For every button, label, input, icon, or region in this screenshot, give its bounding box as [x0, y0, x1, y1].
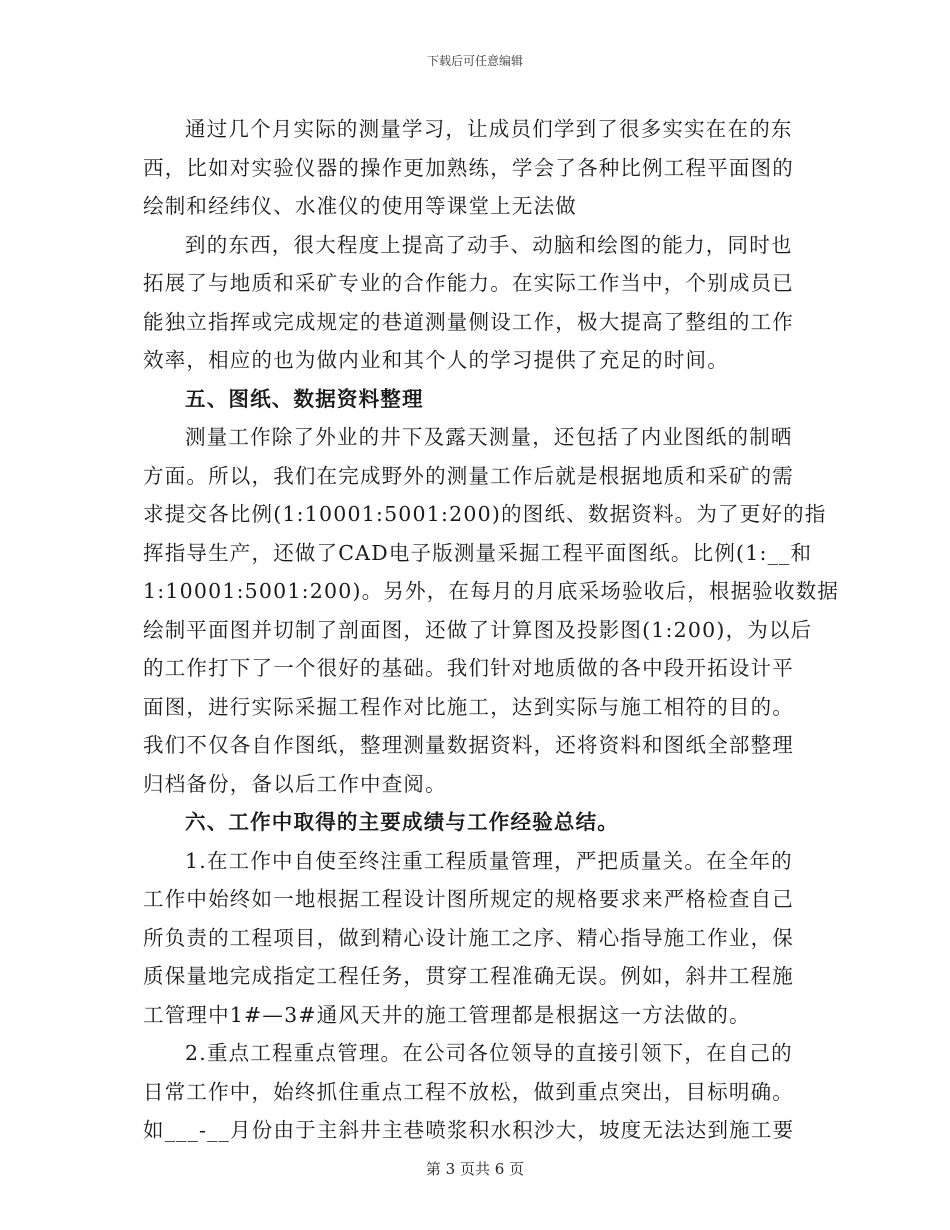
text-line: 我们不仅各自作图纸，整理测量数据资料，还将资料和图纸全部整理: [143, 733, 794, 757]
text-line: 面图，进行实际采掘工程作对比施工，达到实际与施工相符的目的。: [143, 694, 794, 719]
text-line: 日常工作中，始终抓住重点工程不放松，做到重点突出，目标明确。: [143, 1079, 794, 1104]
text-line: 的工作打下了一个很好的基础。我们针对地质做的各中段开拓设计平: [143, 656, 794, 680]
text-line: 1:10001:5001:200)。另外，在每月的月底采场验收后，根据验收数据: [143, 579, 840, 603]
text-line: 方面。所以，我们在完成野外的测量工作后就是根据地质和采矿的需: [143, 463, 794, 488]
text-line: 1.在工作中自使至终注重工程质量管理，严把质量关。在全年的: [185, 848, 793, 873]
text-line: 绘制和经纬仪、水准仪的使用等课堂上无法做: [143, 194, 577, 218]
section-heading: 六、工作中取得的主要成绩与工作经验总结。: [185, 810, 619, 834]
text-line: 效率，相应的也为做内业和其个人的学习提供了充足的时间。: [143, 348, 729, 372]
text-line: 测量工作除了外业的井下及露天测量，还包括了内业图纸的制晒: [185, 425, 793, 449]
text-line: 如___-__月份由于主斜井主巷喷浆积水积沙大，坡度无法达到施工要: [143, 1118, 795, 1142]
section-heading: 五、图纸、数据资料整理: [185, 386, 424, 411]
text-line: 所负责的工程项目，做到精心设计施工之序、精心指导施工作业，保: [143, 925, 794, 950]
text-line: 拓展了与地质和采矿专业的合作能力。在实际工作当中，个别成员已: [143, 271, 794, 295]
text-line: 工作中始终如一地根据工程设计图所规定的规格要求来严格检查自己: [143, 887, 794, 911]
text-line: 求提交各比例(1:10001:5001:200)的图纸、数据资料。为了更好的指: [143, 502, 827, 526]
text-line: 西，比如对实验仪器的操作更加熟练，学会了各种比例工程平面图的: [143, 155, 794, 180]
page-header: 下载后可任意编辑: [426, 54, 523, 68]
text-line: 2.重点工程重点管理。在公司各位领导的直接引领下，在自己的: [185, 1041, 793, 1065]
text-line: 绘制平面图并切制了剖面图，还做了计算图及投影图(1:200)，为以后: [143, 617, 813, 642]
text-line: 工管理中1#—3#通风天井的施工管理都是根据这一方法做的。: [143, 1002, 751, 1027]
text-line: 归档备份，备以后工作中查阅。: [143, 771, 447, 796]
text-line: 通过几个月实际的测量学习，让成员们学到了很多实实在在的东: [185, 117, 793, 141]
text-line: 能独立指挥或完成规定的巷道测量侧设工作，极大提高了整组的工作: [143, 309, 794, 334]
page-footer: 第 3 页共 6 页: [425, 1160, 525, 1178]
text-line: 质保量地完成指定工程任务，贯穿工程准确无误。例如，斜井工程施: [143, 964, 794, 988]
text-line: 挥指导生产，还做了CAD电子版测量采掘工程平面图纸。比例(1:__和: [143, 540, 813, 565]
text-line: 到的东西，很大程度上提高了动手、动脑和绘图的能力，同时也: [185, 232, 793, 257]
document-body: [143, 110, 840, 1150]
